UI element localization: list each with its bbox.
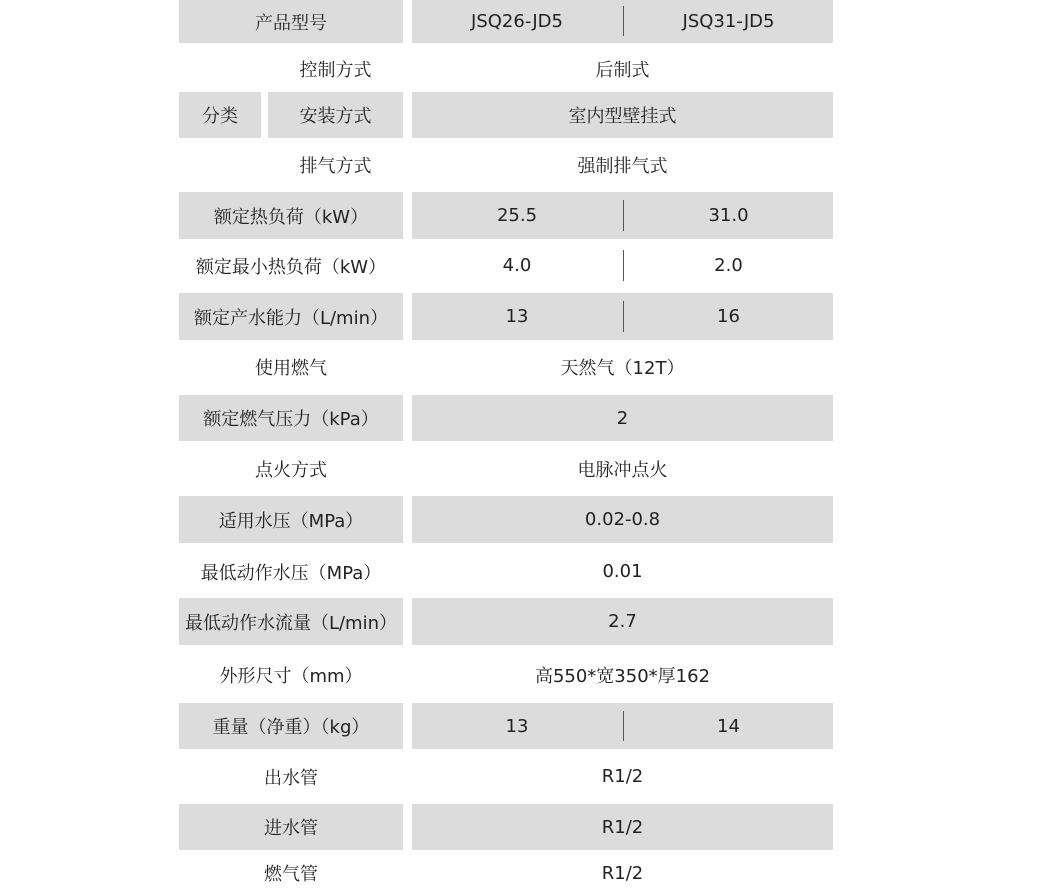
outlet-label: 出水管 [264,767,318,789]
gas-pressure-value: 2 [412,395,833,441]
dimensions-label: 外形尺寸（mm） [219,665,363,687]
category-group-label: 分类 [179,92,261,138]
control-value: 后制式 [595,59,650,81]
rated-load-label: 额定热负荷（kW） [179,192,403,239]
weight-value-2: 14 [717,715,740,737]
water-output-label: 额定产水能力（L/min） [179,293,403,340]
installation-value: 室内型壁挂式 [412,92,833,138]
min-flow-label: 最低动作水流量（L/min） [179,598,403,645]
gas-value: 天然气（12T） [560,358,685,379]
min-flow-value: 2.7 [412,598,833,645]
model-value-1: JSQ26-JD5 [471,11,563,32]
gas-pressure-label: 额定燃气压力（kPa） [179,395,403,441]
exhaust-value: 强制排气式 [577,155,668,177]
model-label: 产品型号 [179,0,403,43]
ignition-label: 点火方式 [255,460,327,481]
min-load-value-2: 2.0 [714,255,743,276]
min-pressure-value: 0.01 [602,561,643,582]
outlet-value: R1/2 [601,766,644,787]
gas-label: 使用燃气 [255,358,327,379]
inlet-value: R1/2 [412,804,833,850]
control-label: 控制方式 [299,59,372,81]
rated-load-value-1: 25.5 [496,205,538,226]
exhaust-label: 排气方式 [299,155,372,177]
min-load-value-1: 4.0 [502,255,532,276]
weight-value-1: 13 [505,715,529,737]
inlet-label: 进水管 [179,804,403,850]
ignition-value: 电脉冲点火 [577,460,668,481]
dimensions-value: 高550*宽350*厚162 [534,665,711,687]
water-output-value-1: 13 [505,306,529,327]
water-pressure-label: 适用水压（MPa） [179,496,403,543]
water-pressure-value: 0.02-0.8 [412,496,833,543]
gas-pipe-label: 燃气管 [264,864,318,885]
rated-load-value-2: 31.0 [708,205,749,226]
min-load-label: 额定最小热负荷（kW） [195,256,387,278]
model-value-2: JSQ31-JD5 [682,11,775,32]
water-output-value-2: 16 [717,306,740,327]
gas-pipe-value: R1/2 [601,862,644,884]
min-pressure-label: 最低动作水压（MPa） [200,562,382,584]
installation-label: 安装方式 [268,92,403,138]
weight-label: 重量（净重）（kg） [179,703,403,749]
